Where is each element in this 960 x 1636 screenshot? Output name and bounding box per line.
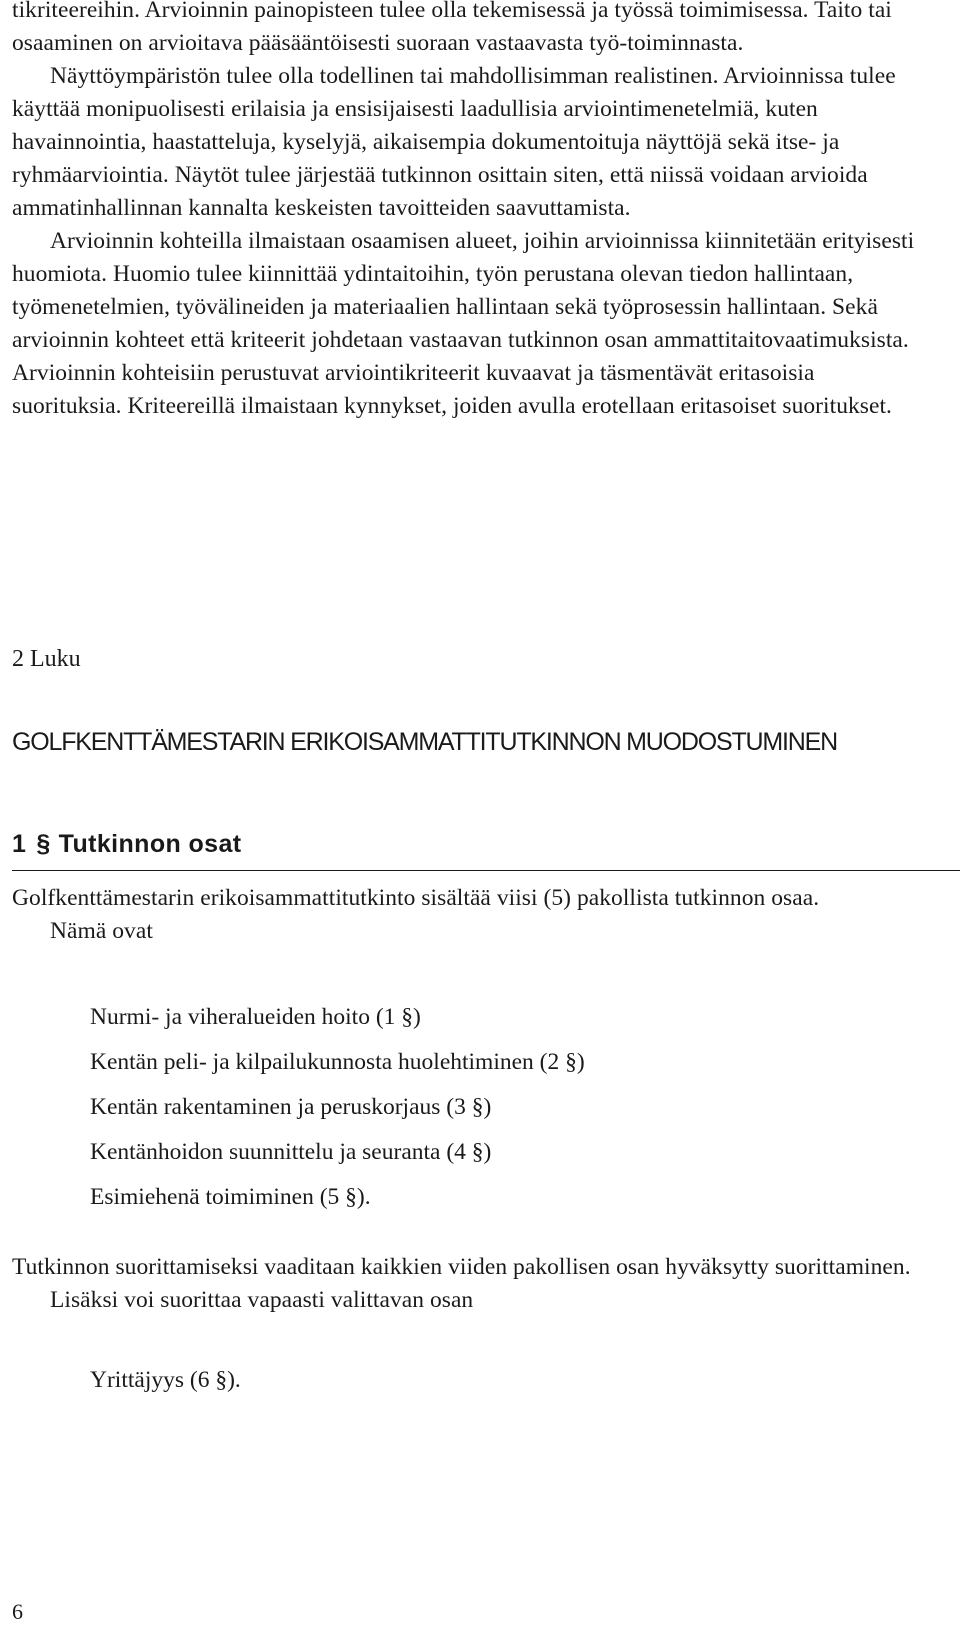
list-item: Nurmi- ja viheralueiden hoito (1 §): [90, 1004, 421, 1030]
intro-text-block: [12, 0, 918, 423]
section-title-line: [12, 826, 960, 862]
section-heading: [12, 826, 960, 871]
chapter-label: 2 Luku: [12, 646, 81, 672]
requirement-block: [12, 1251, 918, 1317]
intro-paragraph-3: Arvioinnin kohteilla ilmaistaan osaamisen alueet, joihin arvioinnissa kiinnitetään erityisesti huomiota. Huomio tulee kiinnittää ydintaitoihin, työn perustana olevan tiedon hallintaan, työmenetelmien, työvälineiden ja materiaalien hallintaan sekä työprosessin hallintaan. Sekä arvioinnin kohteet että kriteerit johdetaan vastaavan tutkinnon osan ammattitaitovaatimuksista. Arvioinnin kohteisiin perustuvat arviointikriteerit kuvaavat ja täsmentävät eritasoisia suorituksia. Kriteereillä ilmaistaan kynnykset, joiden avulla erotellaan eritasoiset suoritukset.: [12, 228, 915, 419]
list-intro: Nämä ovat: [50, 918, 153, 944]
section-lead-block: [12, 882, 918, 948]
list-item: Kentän peli- ja kilpailukunnosta huolehtiminen (2 §): [90, 1049, 585, 1075]
chapter-title: GOLFKENTTÄMESTARIN ERIKOISAMMATTITUTKINNON MUODOSTUMINEN: [12, 728, 837, 756]
optional-module: Yrittäjyys (6 §).: [90, 1367, 241, 1393]
document-page: [12, 0, 960, 1636]
list-item: Kentänhoidon suunnittelu ja seuranta (4 §): [90, 1139, 492, 1165]
section-symbol: §: [36, 830, 51, 858]
intro-paragraph-2: Näyttöympäristön tulee olla todellinen tai mahdollisimman realistinen. Arvioinnissa tulee käyttää monipuolisesti erilaisia ja ensisijaisesti laadullisia arviointimenetelmiä, kuten havainnointia, haastatteluja, kyselyjä, aikaisempia dokumentoituja näyttöjä sekä itse- ja ryhmäarviointia. Näytöt tulee järjestää tutkinnon osittain siten, että niissä voidaan arvioida ammatinhallinnan kannalta keskeisten tavoitteiden saavuttamista.: [12, 63, 896, 221]
section-number: 1: [12, 830, 27, 858]
list-item: Kentän rakentaminen ja peruskorjaus (3 §): [90, 1094, 492, 1120]
page-number: 6: [12, 1599, 23, 1624]
optional-intro: Lisäksi voi suorittaa vapaasti valittavan osan: [50, 1287, 474, 1313]
section-lead: Golfkenttämestarin erikoisammattitutkinto sisältää viisi (5) pakollista tutkinnon osaa.: [12, 885, 820, 911]
module-list: [90, 995, 585, 1220]
section-title: Tutkinnon osat: [58, 830, 242, 858]
requirement-text: Tutkinnon suorittamiseksi vaaditaan kaikkien viiden pakollisen osan hyväksytty suorittaminen.: [12, 1254, 911, 1280]
list-item: Esimiehenä toimiminen (5 §).: [90, 1184, 371, 1210]
intro-paragraph-1: tikriteereihin. Arvioinnin painopisteen tulee olla tekemisessä ja työssä toimimisessa. Taito tai osaaminen on arvioitava pääsääntöisesti suoraan vastaavasta työ-toiminnasta.: [12, 0, 892, 56]
